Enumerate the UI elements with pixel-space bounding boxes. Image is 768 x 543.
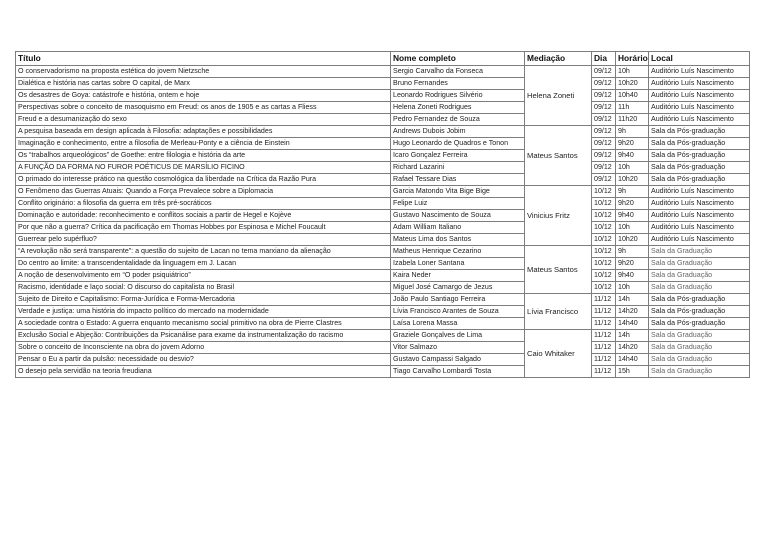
cell-nome: Andrews Dubois Jobim bbox=[391, 126, 525, 138]
cell-horario: 9h20 bbox=[616, 198, 649, 210]
cell-titulo: Os desastres de Goya: catástrofe e história, ontem e hoje bbox=[16, 90, 391, 102]
cell-local: Sala da Pós-graduação bbox=[649, 306, 750, 318]
cell-nome: Lívia Francisco Arantes de Souza bbox=[391, 306, 525, 318]
cell-local: Sala da Graduação bbox=[649, 246, 750, 258]
table-row bbox=[16, 138, 750, 150]
cell-local: Sala da Pós-graduação bbox=[649, 174, 750, 186]
cell-local: Auditório Luís Nascimento bbox=[649, 234, 750, 246]
table-row bbox=[16, 354, 750, 366]
cell-local: Sala da Pós-graduação bbox=[649, 294, 750, 306]
cell-titulo: Imaginação e conhecimento, entre a filosofia de Merleau-Ponty e a ciência de Einstein bbox=[16, 138, 391, 150]
table-row bbox=[16, 282, 750, 294]
cell-titulo: O conservadorismo na proposta estética do jovem Nietzsche bbox=[16, 66, 391, 78]
cell-horario: 14h bbox=[616, 330, 649, 342]
cell-titulo: Conflito originário: a filosofia da guerra em três pré-socráticos bbox=[16, 198, 391, 210]
cell-dia: 11/12 bbox=[592, 306, 616, 318]
cell-titulo: Dominação e autoridade: reconhecimento e conflitos sociais a partir de Hegel e Kojève bbox=[16, 210, 391, 222]
cell-nome: Gustavo Campassi Salgado bbox=[391, 354, 525, 366]
cell-local: Sala da Pós-graduação bbox=[649, 318, 750, 330]
cell-titulo: A sociedade contra o Estado: A guerra enquanto mecanismo social primitivo na obra de Pierre Clastres bbox=[16, 318, 391, 330]
cell-titulo: O desejo pela servidão na teoria freudiana bbox=[16, 366, 391, 378]
cell-dia: 10/12 bbox=[592, 234, 616, 246]
cell-nome: Matheus Henrique Cezarino bbox=[391, 246, 525, 258]
cell-nome: Hugo Leonardo de Quadros e Tonon bbox=[391, 138, 525, 150]
header-titulo: Título bbox=[16, 52, 391, 66]
cell-horario: 10h bbox=[616, 282, 649, 294]
cell-nome: Bruno Fernandes bbox=[391, 78, 525, 90]
table-row bbox=[16, 174, 750, 186]
table-row bbox=[16, 294, 750, 306]
cell-nome: Garcia Matondo Vita Bige Bige bbox=[391, 186, 525, 198]
cell-dia: 11/12 bbox=[592, 318, 616, 330]
cell-titulo: “A revolução não será transparente”: a questão do sujeito de Lacan no tema marxiano da alienação bbox=[16, 246, 391, 258]
table-row bbox=[16, 318, 750, 330]
cell-mediacao: Mateus Santos bbox=[525, 246, 592, 294]
cell-titulo: Os “trabalhos arqueológicos” de Goethe: entre filologia e história da arte bbox=[16, 150, 391, 162]
cell-dia: 11/12 bbox=[592, 366, 616, 378]
cell-nome: Helena Zoneti Rodrigues bbox=[391, 102, 525, 114]
cell-titulo: Racismo, identidade e laço social: O discurso do capitalista no Brasil bbox=[16, 282, 391, 294]
cell-horario: 9h20 bbox=[616, 138, 649, 150]
cell-dia: 09/12 bbox=[592, 126, 616, 138]
cell-dia: 09/12 bbox=[592, 138, 616, 150]
cell-dia: 10/12 bbox=[592, 258, 616, 270]
cell-mediacao: Mateus Santos bbox=[525, 126, 592, 186]
table-row bbox=[16, 222, 750, 234]
cell-titulo: O Fenômeno das Guerras Atuais: Quando a Força Prevalece sobre a Diplomacia bbox=[16, 186, 391, 198]
table-row bbox=[16, 306, 750, 318]
table-row bbox=[16, 114, 750, 126]
cell-dia: 11/12 bbox=[592, 294, 616, 306]
cell-titulo: Pensar o Eu a partir da pulsão: necessidade ou desvio? bbox=[16, 354, 391, 366]
cell-nome: Pedro Fernandez de Souza bbox=[391, 114, 525, 126]
header-nome: Nome completo bbox=[391, 52, 525, 66]
cell-dia: 11/12 bbox=[592, 330, 616, 342]
table-row bbox=[16, 270, 750, 282]
cell-titulo: Perspectivas sobre o conceito de masoquismo em Freud: os anos de 1905 e as cartas a Fliess bbox=[16, 102, 391, 114]
cell-titulo: Exclusão Social e Abjeção: Contribuições da Psicanálise para exame da instrumentalização do racismo bbox=[16, 330, 391, 342]
cell-horario: 14h20 bbox=[616, 306, 649, 318]
cell-horario: 10h bbox=[616, 66, 649, 78]
header-mediacao: Mediação bbox=[525, 52, 592, 66]
cell-dia: 09/12 bbox=[592, 90, 616, 102]
cell-local: Sala da Pós-graduação bbox=[649, 150, 750, 162]
cell-nome: Gustavo Nascimento de Souza bbox=[391, 210, 525, 222]
cell-titulo: A noção de desenvolvimento em “O poder psiquiátrico” bbox=[16, 270, 391, 282]
cell-local: Sala da Graduação bbox=[649, 270, 750, 282]
cell-nome: Richard Lazarini bbox=[391, 162, 525, 174]
cell-dia: 09/12 bbox=[592, 102, 616, 114]
cell-titulo: Freud e a desumanização do sexo bbox=[16, 114, 391, 126]
table-row bbox=[16, 66, 750, 78]
table-row bbox=[16, 210, 750, 222]
table-row bbox=[16, 366, 750, 378]
table-row bbox=[16, 150, 750, 162]
cell-horario: 14h20 bbox=[616, 342, 649, 354]
header-row bbox=[16, 52, 750, 66]
cell-mediacao: Helena Zoneti bbox=[525, 66, 592, 126]
cell-nome: Adam William Italiano bbox=[391, 222, 525, 234]
cell-local: Auditório Luís Nascimento bbox=[649, 210, 750, 222]
cell-titulo: Sobre o conceito de Inconsciente na obra do jovem Adorno bbox=[16, 342, 391, 354]
cell-local: Auditório Luís Nascimento bbox=[649, 114, 750, 126]
header-horario: Horário bbox=[616, 52, 649, 66]
cell-nome: Rafael Tessare Dias bbox=[391, 174, 525, 186]
cell-horario: 10h20 bbox=[616, 174, 649, 186]
cell-nome: Laísa Lorena Massa bbox=[391, 318, 525, 330]
cell-nome: Graziele Gonçalves de Lima bbox=[391, 330, 525, 342]
cell-dia: 09/12 bbox=[592, 150, 616, 162]
cell-local: Auditório Luís Nascimento bbox=[649, 198, 750, 210]
cell-local: Sala da Graduação bbox=[649, 258, 750, 270]
cell-dia: 09/12 bbox=[592, 114, 616, 126]
header-dia: Dia bbox=[592, 52, 616, 66]
cell-dia: 09/12 bbox=[592, 162, 616, 174]
cell-mediacao: Caio Whitaker bbox=[525, 330, 592, 378]
cell-dia: 11/12 bbox=[592, 342, 616, 354]
table-row bbox=[16, 198, 750, 210]
cell-dia: 09/12 bbox=[592, 78, 616, 90]
table-row bbox=[16, 126, 750, 138]
cell-nome: Leonardo Rodrigues Silvério bbox=[391, 90, 525, 102]
cell-local: Sala da Graduação bbox=[649, 342, 750, 354]
cell-horario: 10h bbox=[616, 222, 649, 234]
cell-nome: Felipe Luiz bbox=[391, 198, 525, 210]
cell-local: Sala da Graduação bbox=[649, 330, 750, 342]
cell-titulo: A FUNÇÃO DA FORMA NO FUROR POÉTICUS DE MARSÍLIO FICINO bbox=[16, 162, 391, 174]
cell-dia: 10/12 bbox=[592, 270, 616, 282]
cell-local: Sala da Pós-graduação bbox=[649, 138, 750, 150]
cell-nome: Tiago Carvalho Lombardi Tosta bbox=[391, 366, 525, 378]
table-row bbox=[16, 246, 750, 258]
cell-local: Auditório Luís Nascimento bbox=[649, 186, 750, 198]
cell-horario: 10h20 bbox=[616, 78, 649, 90]
cell-local: Sala da Graduação bbox=[649, 354, 750, 366]
cell-dia: 10/12 bbox=[592, 222, 616, 234]
cell-nome: Sergio Carvalho da Fonseca bbox=[391, 66, 525, 78]
cell-local: Auditório Luís Nascimento bbox=[649, 66, 750, 78]
cell-horario: 10h20 bbox=[616, 234, 649, 246]
cell-dia: 10/12 bbox=[592, 210, 616, 222]
cell-dia: 09/12 bbox=[592, 174, 616, 186]
cell-nome: Icaro Gonçalez Ferreira bbox=[391, 150, 525, 162]
cell-horario: 15h bbox=[616, 366, 649, 378]
cell-titulo: Sujeito de Direito e Capitalismo: Forma-Jurídica e Forma-Mercadoria bbox=[16, 294, 391, 306]
cell-horario: 9h40 bbox=[616, 270, 649, 282]
cell-horario: 9h40 bbox=[616, 150, 649, 162]
table-row bbox=[16, 258, 750, 270]
cell-local: Auditório Luís Nascimento bbox=[649, 102, 750, 114]
cell-titulo: Verdade e justiça: uma história do impacto político do mercado na modernidade bbox=[16, 306, 391, 318]
schedule-body bbox=[16, 66, 750, 378]
header-local: Local bbox=[649, 52, 750, 66]
cell-nome: João Paulo Santiago Ferreira bbox=[391, 294, 525, 306]
cell-nome: Vitor Salmazo bbox=[391, 342, 525, 354]
cell-horario: 9h40 bbox=[616, 210, 649, 222]
table-row bbox=[16, 234, 750, 246]
table-row bbox=[16, 162, 750, 174]
cell-dia: 11/12 bbox=[592, 354, 616, 366]
cell-nome: Izabela Loner Santana bbox=[391, 258, 525, 270]
cell-dia: 10/12 bbox=[592, 186, 616, 198]
table-row bbox=[16, 330, 750, 342]
cell-mediacao: Lívia Francisco bbox=[525, 294, 592, 330]
cell-horario: 14h bbox=[616, 294, 649, 306]
cell-mediacao: Vinicius Fritz bbox=[525, 186, 592, 246]
cell-nome: Kaira Neder bbox=[391, 270, 525, 282]
cell-nome: Mateus Lima dos Santos bbox=[391, 234, 525, 246]
cell-horario: 9h bbox=[616, 186, 649, 198]
cell-dia: 09/12 bbox=[592, 66, 616, 78]
schedule-table bbox=[15, 51, 750, 378]
table-row bbox=[16, 90, 750, 102]
cell-horario: 14h40 bbox=[616, 354, 649, 366]
cell-local: Auditório Luís Nascimento bbox=[649, 78, 750, 90]
cell-titulo: Do centro ao limite: a transcendentalidade da linguagem em J. Lacan bbox=[16, 258, 391, 270]
cell-horario: 11h20 bbox=[616, 114, 649, 126]
cell-local: Sala da Pós-graduação bbox=[649, 162, 750, 174]
cell-local: Sala da Graduação bbox=[649, 366, 750, 378]
cell-titulo: O primado do interesse prático na questão cosmológica da liberdade na Crítica da Razão Pura bbox=[16, 174, 391, 186]
table-row bbox=[16, 78, 750, 90]
cell-local: Auditório Luís Nascimento bbox=[649, 222, 750, 234]
cell-nome: Miguel José Camargo de Jezus bbox=[391, 282, 525, 294]
table-row bbox=[16, 102, 750, 114]
cell-local: Sala da Graduação bbox=[649, 282, 750, 294]
table-row bbox=[16, 186, 750, 198]
cell-horario: 9h bbox=[616, 126, 649, 138]
cell-horario: 9h bbox=[616, 246, 649, 258]
cell-horario: 10h40 bbox=[616, 90, 649, 102]
cell-horario: 10h bbox=[616, 162, 649, 174]
table-row bbox=[16, 342, 750, 354]
cell-titulo: A pesquisa baseada em design aplicada à Filosofia: adaptações e possibilidades bbox=[16, 126, 391, 138]
cell-dia: 10/12 bbox=[592, 198, 616, 210]
cell-horario: 9h20 bbox=[616, 258, 649, 270]
cell-dia: 10/12 bbox=[592, 246, 616, 258]
cell-local: Sala da Pós-graduação bbox=[649, 126, 750, 138]
cell-dia: 10/12 bbox=[592, 282, 616, 294]
cell-horario: 11h bbox=[616, 102, 649, 114]
cell-titulo: Guerrear pelo supérfluo? bbox=[16, 234, 391, 246]
cell-titulo: Dialética e história nas cartas sobre O capital, de Marx bbox=[16, 78, 391, 90]
cell-local: Auditório Luís Nascimento bbox=[649, 90, 750, 102]
cell-titulo: Por que não a guerra? Crítica da pacificação em Thomas Hobbes por Espinosa e Michel Foucault bbox=[16, 222, 391, 234]
cell-horario: 14h40 bbox=[616, 318, 649, 330]
